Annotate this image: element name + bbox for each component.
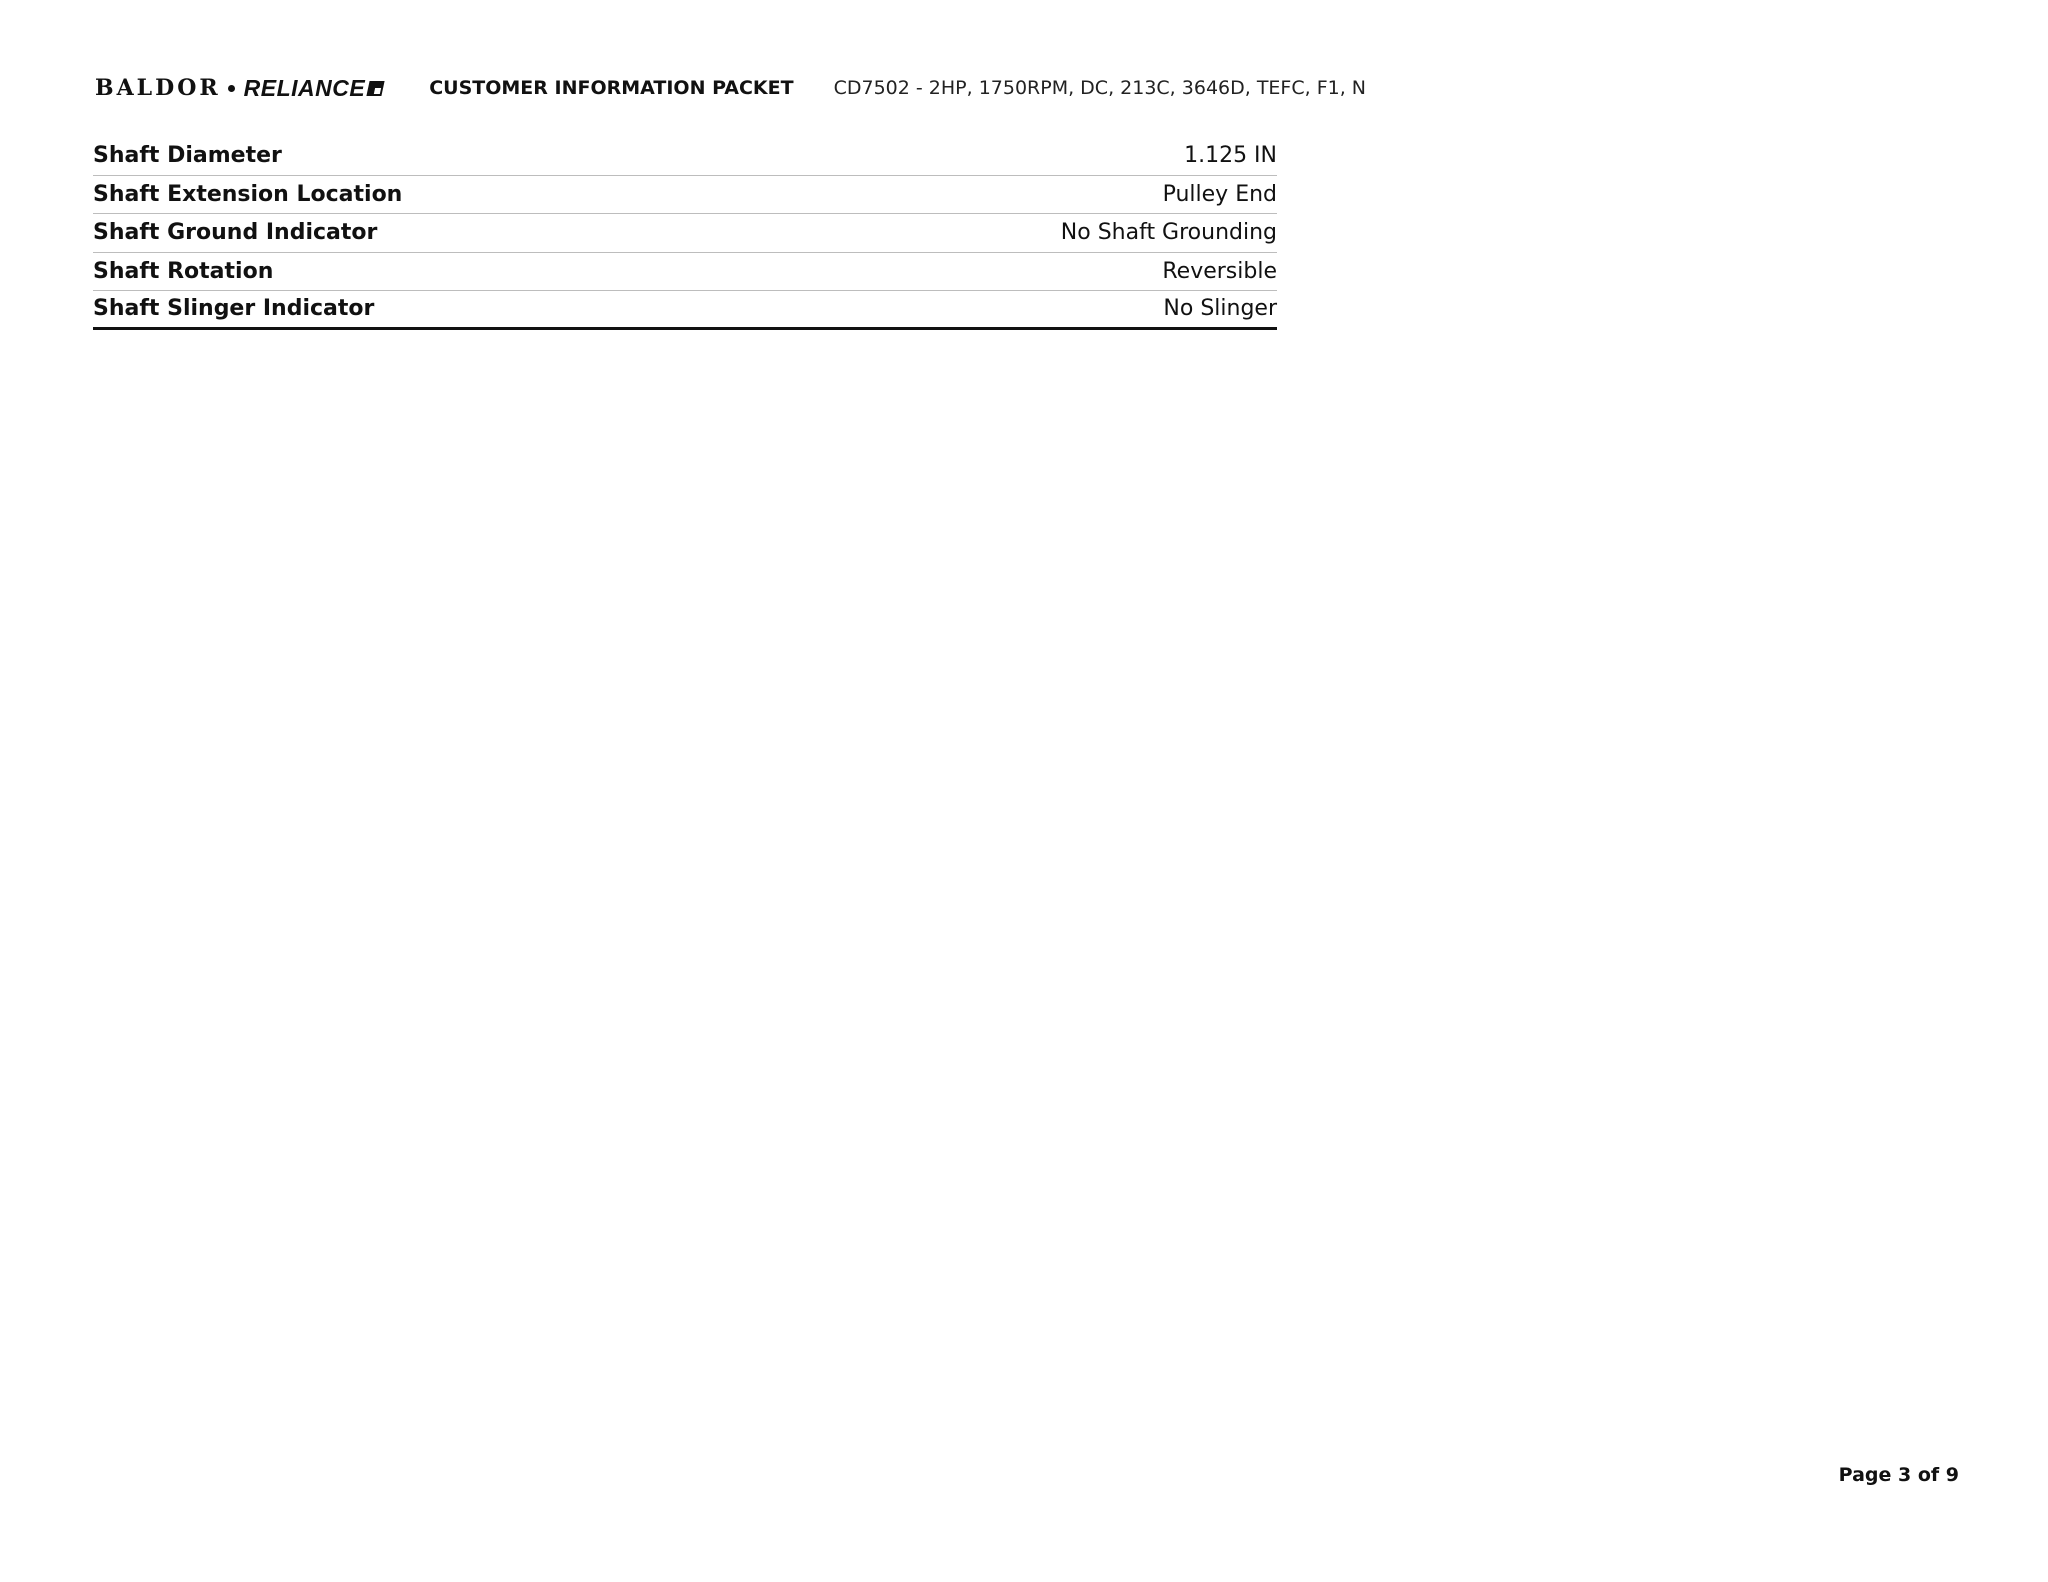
logo-baldor-text: BALDOR [95, 75, 221, 101]
spec-label: Shaft Ground Indicator [93, 220, 378, 246]
page-header [95, 70, 1415, 106]
spec-row-shaft-slinger-indicator [93, 291, 1277, 330]
spec-table [93, 137, 1277, 330]
spec-value: No Shaft Grounding [1060, 220, 1277, 246]
spec-value: No Slinger [1163, 296, 1277, 322]
spec-value: 1.125 IN [1184, 143, 1277, 169]
spec-row-shaft-rotation [93, 253, 1277, 292]
spec-value: Pulley End [1162, 181, 1277, 207]
spec-value: Reversible [1162, 258, 1277, 284]
logo-mark-icon [367, 81, 385, 96]
page-number: Page 3 of 9 [1838, 1464, 1959, 1486]
baldor-reliance-logo [95, 70, 383, 106]
logo-reliance-text: RELIANCE [243, 74, 366, 101]
spec-label: Shaft Diameter [93, 143, 282, 169]
spec-row-shaft-diameter [93, 137, 1277, 176]
spec-label: Shaft Extension Location [93, 181, 403, 207]
spec-label: Shaft Rotation [93, 258, 274, 284]
spec-row-shaft-ground-indicator [93, 214, 1277, 253]
spec-row-shaft-extension-location [93, 176, 1277, 215]
spec-label: Shaft Slinger Indicator [93, 296, 375, 322]
packet-title: CUSTOMER INFORMATION PACKET [429, 77, 794, 99]
model-description: CD7502 - 2HP, 1750RPM, DC, 213C, 3646D, TEFC, F1, N [833, 77, 1367, 99]
logo-dot-icon [228, 85, 235, 92]
